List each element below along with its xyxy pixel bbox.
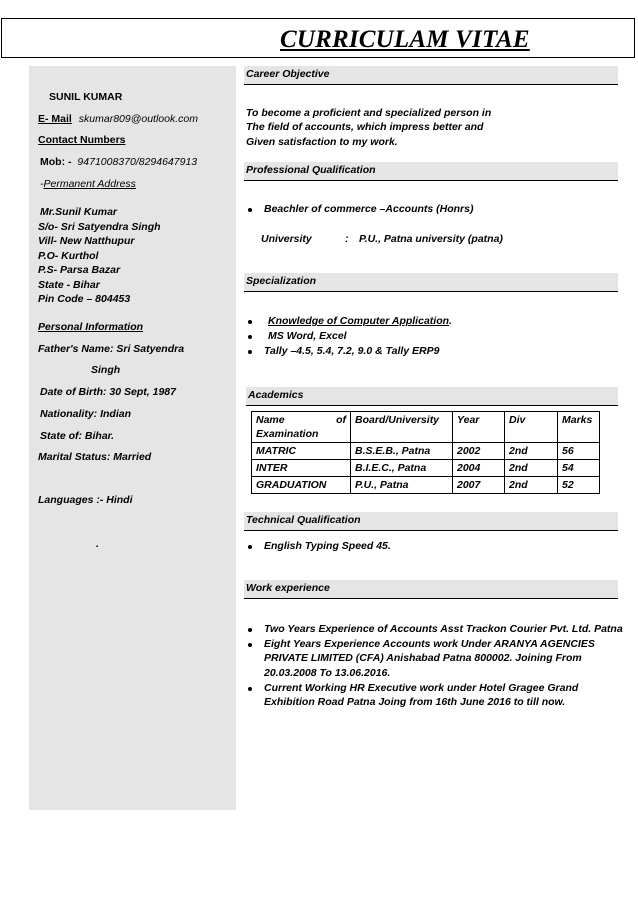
father-name: Father's Name: Sri Satyendra: [38, 343, 185, 355]
career-line: Given satisfaction to my work.: [246, 136, 398, 148]
marital-status: Marital Status: Married: [38, 451, 152, 463]
work-item-line: Exhibition Road Patna Joing from 16th June 2016 to till now.: [264, 696, 566, 708]
bullet-icon: [248, 320, 252, 324]
work-item-line: Two Years Experience of Accounts Asst Trackon Courier Pvt. Ltd. Patna: [264, 623, 623, 635]
work-experience-heading: Work experience: [246, 582, 330, 594]
page-title: CURRICULAM VITAE: [280, 26, 530, 53]
work-item-line: 20.03.2008 To 13.06.2016.: [264, 667, 391, 679]
email-row: [38, 113, 198, 125]
work-experience-bar: [244, 580, 618, 599]
header-cell: Div: [505, 412, 558, 443]
address-heading-row: [40, 178, 136, 190]
career-objective-bar: [244, 66, 618, 85]
sidebar: [29, 66, 236, 810]
technical-qualification-bar: [244, 512, 618, 531]
header-cell: Year: [453, 412, 505, 443]
university-value: P.U., Patna university (patna): [359, 233, 503, 245]
academics-heading: Academics: [248, 389, 304, 401]
table-row: [252, 460, 600, 477]
table-cell: 2nd: [505, 460, 558, 477]
university-label: University: [261, 233, 312, 245]
specialization-item-suffix: .: [449, 315, 452, 327]
address-heading: Permanent Address: [43, 178, 136, 190]
work-item-line: Current Working HR Executive work under Hotel Gragee Grand: [264, 682, 579, 694]
table-cell: 2nd: [505, 477, 558, 494]
mobile-value: 9471008370/8294647913: [77, 156, 198, 168]
table-cell: B.S.E.B., Patna: [351, 443, 453, 460]
specialization-item-label: Knowledge of Computer Application: [268, 315, 450, 327]
academics-table: [251, 411, 600, 494]
table-cell: P.U., Patna: [351, 477, 453, 494]
career-line: The field of accounts, which impress better and: [246, 121, 484, 133]
nationality: Nationality: Indian: [40, 408, 132, 420]
university-separator: :: [345, 233, 349, 245]
mobile-row: [40, 156, 197, 168]
technical-qualification-heading: Technical Qualification: [246, 514, 361, 526]
email-label: E- Mail: [38, 113, 72, 125]
address-line: Pin Code – 804453: [38, 293, 131, 305]
header-name-b: of: [336, 414, 346, 426]
personal-heading: Personal Information: [38, 321, 144, 333]
table-cell: GRADUATION: [252, 477, 351, 494]
table-cell: INTER: [252, 460, 351, 477]
specialization-bar: [244, 273, 618, 292]
email-value: skumar809@outlook.com: [78, 113, 198, 125]
header-cell: Marks: [558, 412, 600, 443]
specialization-item: MS Word, Excel: [268, 330, 347, 342]
bullet-icon: [248, 687, 252, 691]
table-cell: 2002: [453, 443, 505, 460]
address-line: P.O- Kurthol: [38, 250, 99, 262]
header-cell: Board/University: [351, 412, 453, 443]
table-cell: 2nd: [505, 443, 558, 460]
address-prefix: -: [40, 178, 44, 190]
table-row: [252, 477, 600, 494]
career-line: To become a proficient and specialized person in: [246, 107, 492, 119]
technical-item: English Typing Speed 45.: [264, 540, 391, 552]
degree-item: Beachler of commerce –Accounts (Honrs): [264, 203, 474, 215]
bullet-icon: [248, 350, 252, 354]
header-cell: [252, 412, 351, 443]
work-item-line: PRIVATE LIMITED (CFA) Anishabad Patna 800002. Joining From: [264, 652, 582, 664]
contact-heading: Contact Numbers: [38, 134, 126, 146]
address-line: S/o- Sri Satyendra Singh: [38, 221, 161, 233]
languages: Languages :- Hindi: [38, 494, 133, 506]
candidate-name: SUNIL KUMAR: [49, 91, 123, 103]
specialization-item: Tally –4.5, 5.4, 7.2, 9.0 & Tally ERP9: [264, 345, 440, 357]
header-name-a: Name: [256, 414, 285, 426]
mobile-label: Mob: -: [40, 156, 72, 168]
table-header-row: [252, 412, 600, 443]
table-cell: 54: [558, 460, 600, 477]
state: State of: Bihar.: [40, 430, 115, 442]
table-cell: 52: [558, 477, 600, 494]
address-line: Vill- New Natthupur: [38, 235, 135, 247]
work-item-line: Eight Years Experience Accounts work Under ARANYA AGENCIES: [264, 638, 595, 650]
table-cell: B.I.E.C., Patna: [351, 460, 453, 477]
bullet-icon: [248, 643, 252, 647]
stray-dot: .: [96, 538, 99, 550]
professional-qualification-heading: Professional Qualification: [246, 164, 376, 176]
father-name-cont: Singh: [91, 364, 121, 376]
career-objective-heading: Career Objective: [246, 68, 330, 80]
title-box: [1, 18, 635, 58]
academics-bar: [246, 387, 618, 406]
address-line: Mr.Sunil Kumar: [40, 206, 118, 218]
specialization-heading: Specialization: [246, 275, 317, 287]
header-name-c: Examination: [256, 428, 319, 440]
table-cell: 2004: [453, 460, 505, 477]
bullet-icon: [248, 545, 252, 549]
professional-qualification-bar: [244, 162, 618, 181]
table-cell: 2007: [453, 477, 505, 494]
header-name-row: [256, 413, 346, 427]
address-line: P.S- Parsa Bazar: [38, 264, 121, 276]
date-of-birth: Date of Birth: 30 Sept, 1987: [40, 386, 176, 398]
table-row: [252, 443, 600, 460]
bullet-icon: [248, 335, 252, 339]
bullet-icon: [248, 208, 252, 212]
specialization-item: [268, 315, 452, 327]
bullet-icon: [248, 628, 252, 632]
address-line: State - Bihar: [38, 279, 100, 291]
table-cell: 56: [558, 443, 600, 460]
table-cell: MATRIC: [252, 443, 351, 460]
